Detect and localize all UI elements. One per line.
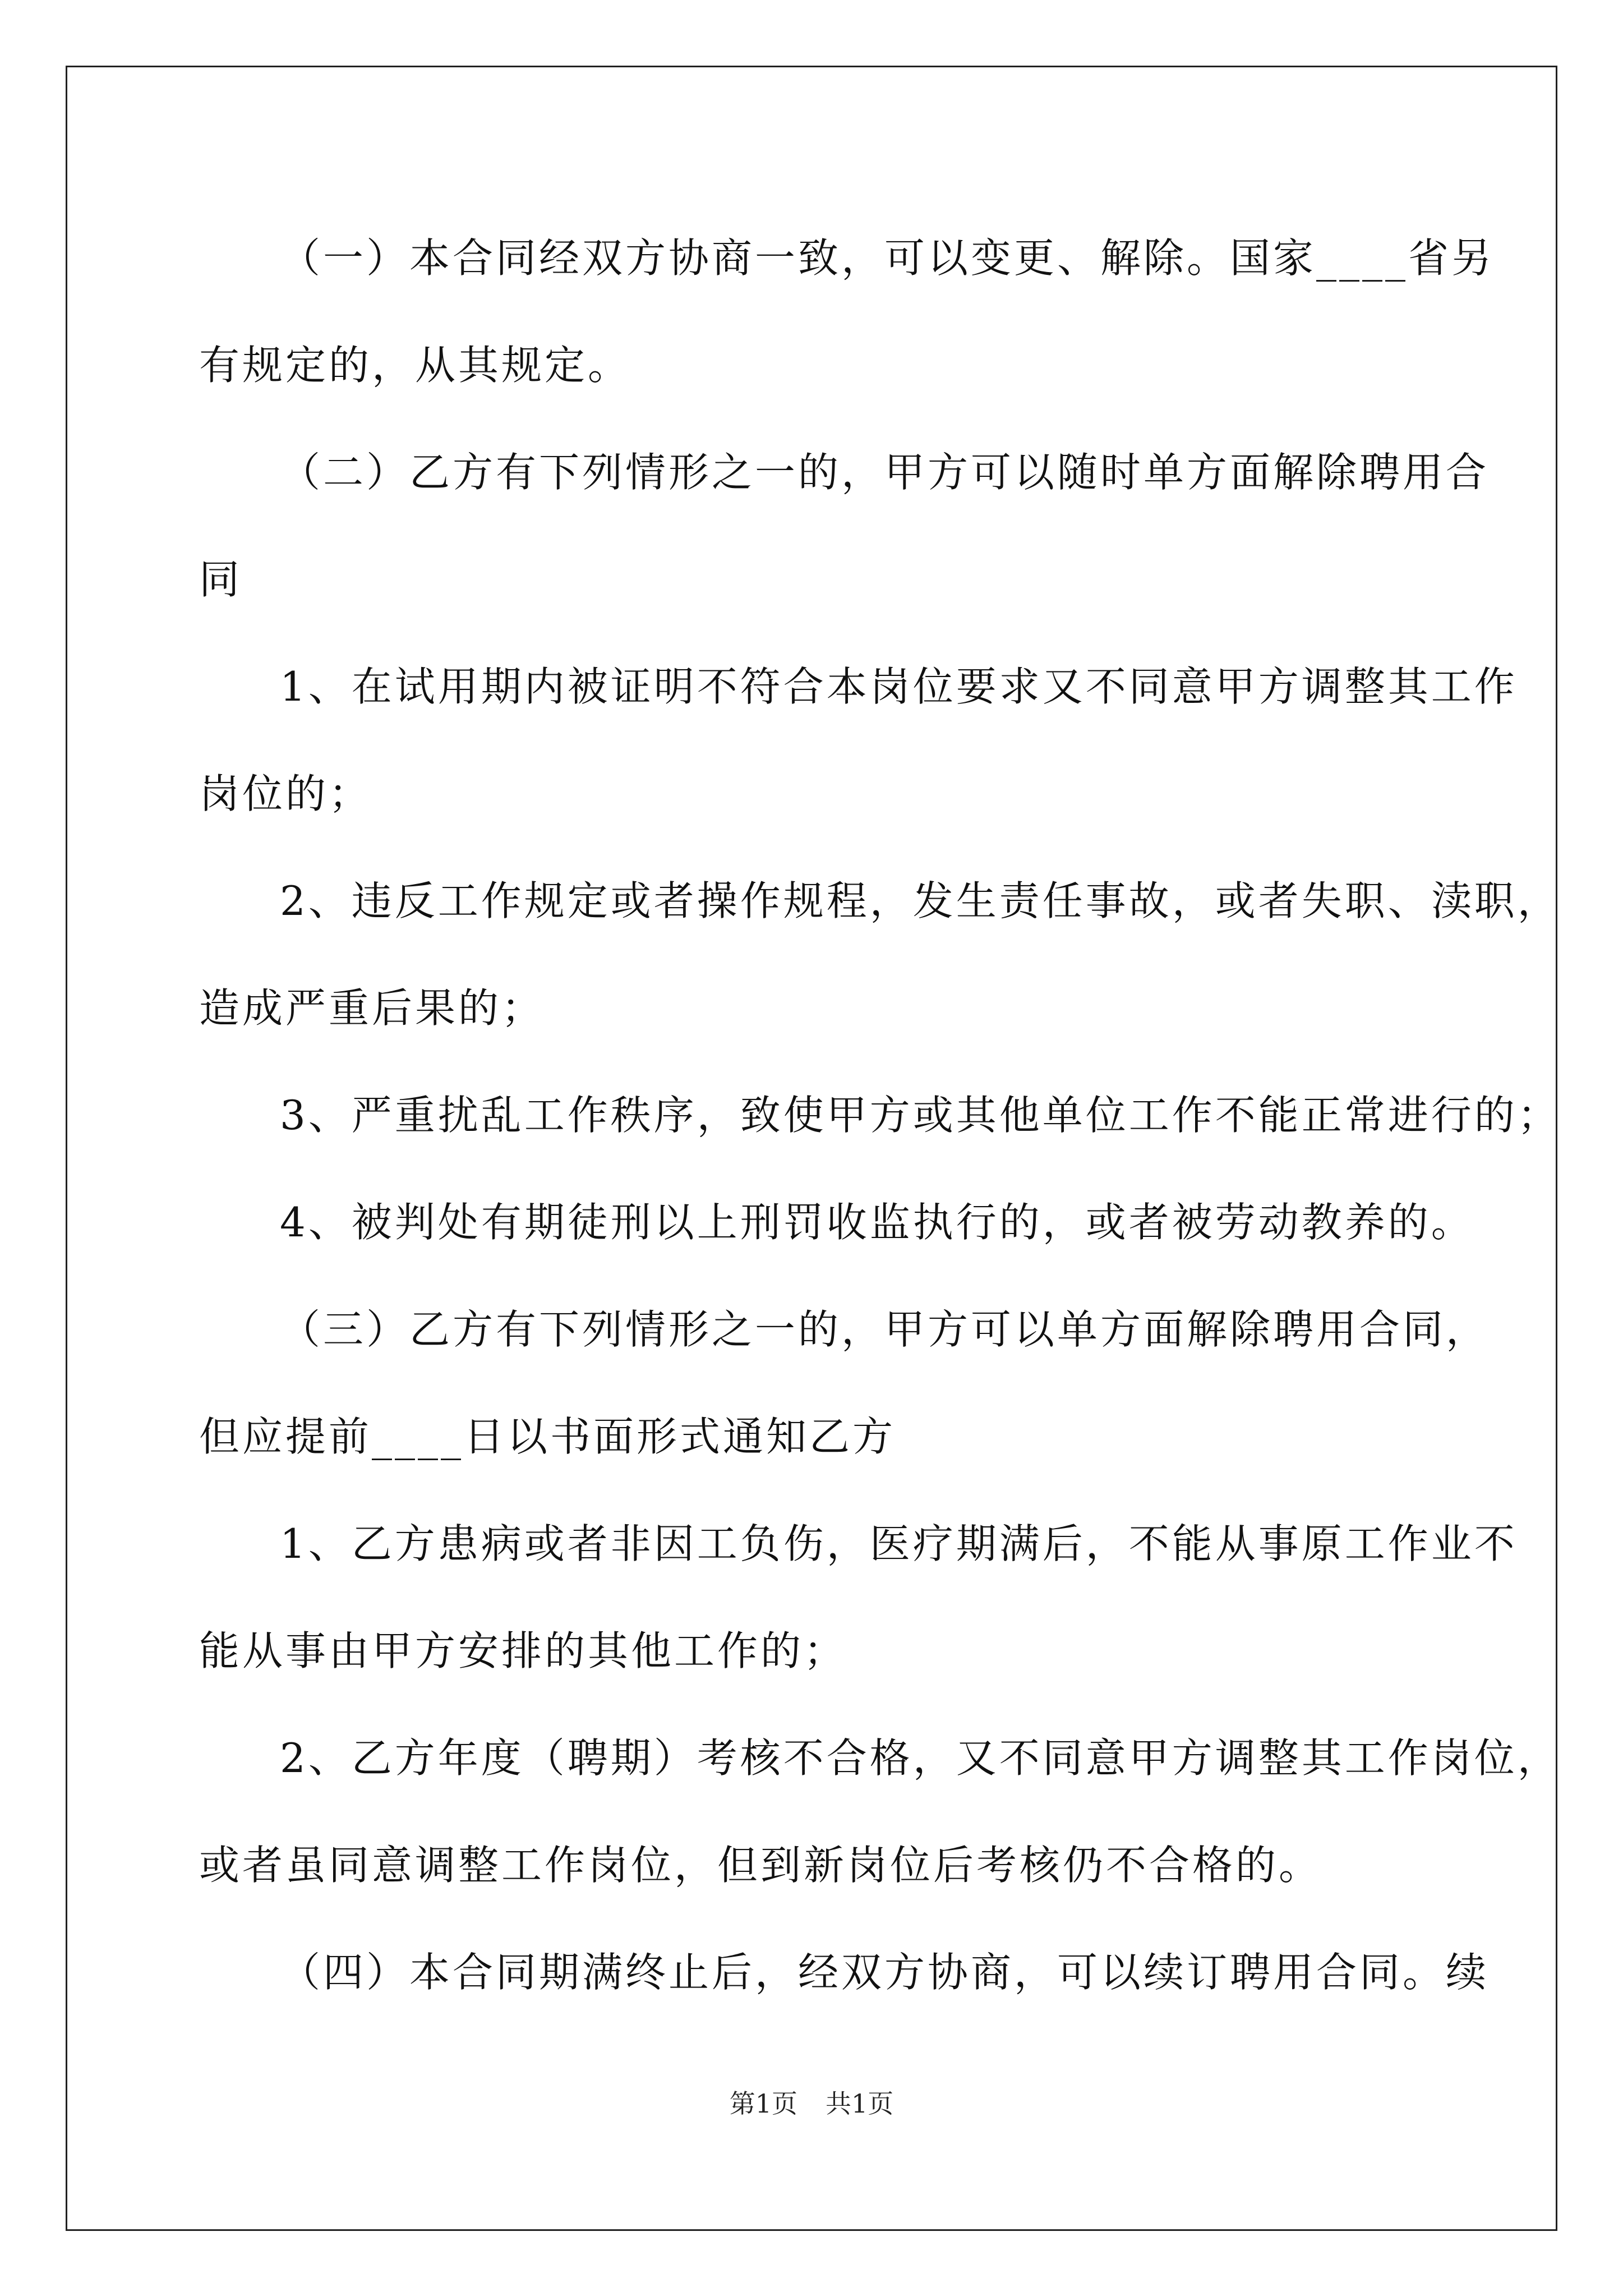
text-line: （三）乙方有下列情形之一的，甲方可以单方面解除聘用合同， [280,1306,1490,1353]
text-line: 4、被判处有期徒刑以上刑罚收监执行的，或者被劳动教养的。 [280,1199,1474,1246]
text-line: 有规定的，从其规定。 [199,342,631,389]
text-line: 岗位的； [199,770,372,817]
text-line: 2、乙方年度（聘期）考核不合格，又不同意甲方调整其工作岗位， [280,1734,1561,1782]
text-line: 但应提前____日以书面形式通知乙方 [199,1413,896,1460]
text-line: 2、违反工作规定或者操作规程，发生责任事故，或者失职、渎职， [280,877,1561,924]
text-line: 或者虽同意调整工作岗位，但到新岗位后考核仍不合格的。 [199,1842,1322,1889]
text-line: 能从事由甲方安排的其他工作的； [199,1627,847,1674]
page-footer [0,2087,1623,2120]
text-line: （二）乙方有下列情形之一的，甲方可以随时单方面解除聘用合 [280,449,1490,496]
text-line: 3、严重扰乱工作秩序，致使甲方或其他单位工作不能正常进行的； [280,1092,1561,1139]
text-line: 1、乙方患病或者非因工负伤，医疗期满后，不能从事原工作业不 [280,1520,1518,1567]
text-line: 造成严重后果的； [199,984,545,1032]
text-line: （一）本合同经双方协商一致，可以变更、解除。国家____省另 [280,234,1495,282]
page-number: 第1页 [729,2088,797,2119]
page-total: 共1页 [826,2088,894,2119]
text-line: 1、在试用期内被证明不符合本岗位要求又不同意甲方调整其工作 [280,663,1518,710]
document-body [199,205,1561,2026]
text-line: 同 [199,556,243,603]
text-line: （四）本合同期满终止后，经双方协商，可以续订聘用合同。续 [280,1949,1490,1996]
